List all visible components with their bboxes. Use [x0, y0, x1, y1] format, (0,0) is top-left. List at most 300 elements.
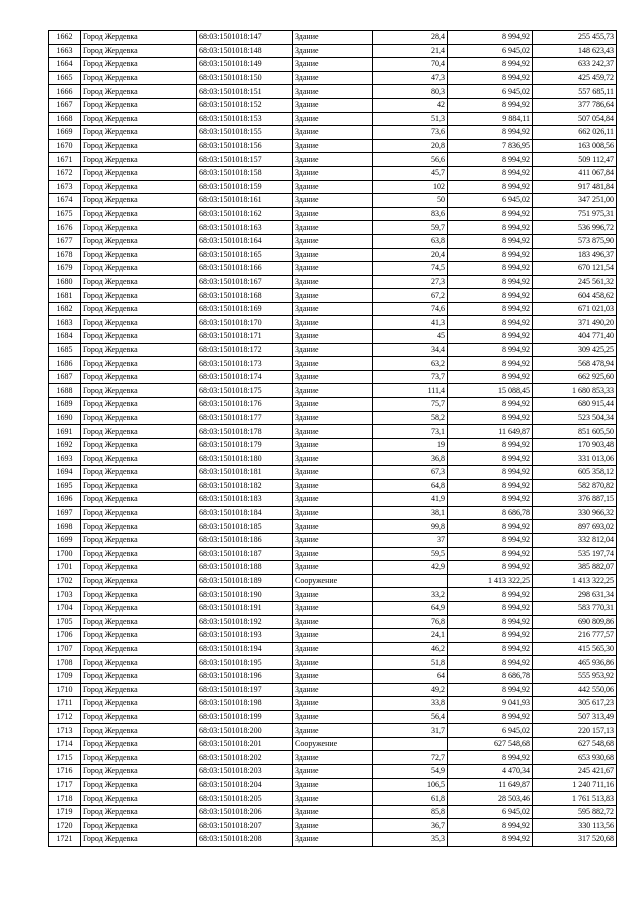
unit-value-cell: 8 994,92: [448, 452, 533, 466]
cadastral-value-cell: 331 013,06: [533, 452, 617, 466]
row-number-cell: 1673: [49, 180, 81, 194]
unit-value-cell: 8 994,92: [448, 262, 533, 276]
area-cell: 33,2: [373, 588, 448, 602]
cadastral-value-cell: 1 680 853,33: [533, 384, 617, 398]
unit-value-cell: 8 994,92: [448, 98, 533, 112]
locality-name-cell: Город Жердевка: [81, 166, 197, 180]
object-type-cell: Здание: [293, 438, 373, 452]
locality-name-cell: Город Жердевка: [81, 112, 197, 126]
locality-name-cell: Город Жердевка: [81, 466, 197, 480]
cadastral-value-cell: 507 313,49: [533, 710, 617, 724]
object-type-cell: Здание: [293, 139, 373, 153]
table-row: [49, 656, 617, 670]
object-type-cell: Здание: [293, 656, 373, 670]
area-cell: 64,8: [373, 479, 448, 493]
table-row: [49, 574, 617, 588]
locality-name-cell: Город Жердевка: [81, 302, 197, 316]
area-cell: 67,2: [373, 289, 448, 303]
locality-name-cell: Город Жердевка: [81, 588, 197, 602]
locality-name-cell: Город Жердевка: [81, 398, 197, 412]
cadastral-value-cell: 163 008,56: [533, 139, 617, 153]
cadastral-value-cell: 148 623,43: [533, 44, 617, 58]
table-row: [49, 221, 617, 235]
locality-name-cell: Город Жердевка: [81, 221, 197, 235]
cadastral-value-cell: 220 157,13: [533, 724, 617, 738]
row-number-cell: 1707: [49, 642, 81, 656]
area-cell: 70,4: [373, 58, 448, 72]
area-cell: 102: [373, 180, 448, 194]
object-type-cell: Здание: [293, 289, 373, 303]
row-number-cell: 1705: [49, 615, 81, 629]
cadastral-number-cell: 68:03:1501018:155: [197, 126, 293, 140]
unit-value-cell: 28 503,46: [448, 792, 533, 806]
row-number-cell: 1706: [49, 629, 81, 643]
locality-name-cell: Город Жердевка: [81, 493, 197, 507]
cadastral-number-cell: 68:03:1501018:177: [197, 411, 293, 425]
locality-name-cell: Город Жердевка: [81, 44, 197, 58]
object-type-cell: Здание: [293, 262, 373, 276]
area-cell: 38,1: [373, 506, 448, 520]
row-number-cell: 1674: [49, 194, 81, 208]
cadastral-value-cell: 535 197,74: [533, 547, 617, 561]
cadastral-value-cell: 255 455,73: [533, 31, 617, 45]
area-cell: 73,7: [373, 370, 448, 384]
locality-name-cell: Город Жердевка: [81, 330, 197, 344]
cadastral-value-cell: 305 617,23: [533, 697, 617, 711]
table-row: [49, 697, 617, 711]
area-cell: 35,3: [373, 833, 448, 847]
row-number-cell: 1721: [49, 833, 81, 847]
object-type-cell: Здание: [293, 71, 373, 85]
locality-name-cell: Город Жердевка: [81, 724, 197, 738]
table-row: [49, 58, 617, 72]
unit-value-cell: 8 994,92: [448, 411, 533, 425]
cadastral-number-cell: 68:03:1501018:163: [197, 221, 293, 235]
area-cell: 73,6: [373, 126, 448, 140]
cadastral-number-cell: 68:03:1501018:170: [197, 316, 293, 330]
object-type-cell: Здание: [293, 561, 373, 575]
object-type-cell: Здание: [293, 126, 373, 140]
table-row: [49, 533, 617, 547]
locality-name-cell: Город Жердевка: [81, 520, 197, 534]
cadastral-number-cell: 68:03:1501018:166: [197, 262, 293, 276]
area-cell: 19: [373, 438, 448, 452]
row-number-cell: 1696: [49, 493, 81, 507]
cadastral-value-cell: 245 561,32: [533, 275, 617, 289]
unit-value-cell: 8 994,92: [448, 533, 533, 547]
cadastral-value-cell: 851 605,50: [533, 425, 617, 439]
object-type-cell: Здание: [293, 316, 373, 330]
table-row: [49, 819, 617, 833]
locality-name-cell: Город Жердевка: [81, 357, 197, 371]
area-cell: 61,8: [373, 792, 448, 806]
locality-name-cell: Город Жердевка: [81, 615, 197, 629]
object-type-cell: Здание: [293, 601, 373, 615]
area-cell: 20,4: [373, 248, 448, 262]
table-row: [49, 357, 617, 371]
locality-name-cell: Город Жердевка: [81, 697, 197, 711]
area-cell: 56,4: [373, 710, 448, 724]
object-type-cell: Здание: [293, 194, 373, 208]
area-cell: 50: [373, 194, 448, 208]
locality-name-cell: Город Жердевка: [81, 819, 197, 833]
cadastral-value-cell: 332 812,04: [533, 533, 617, 547]
unit-value-cell: 8 994,92: [448, 289, 533, 303]
cadastral-number-cell: 68:03:1501018:151: [197, 85, 293, 99]
cadastral-number-cell: 68:03:1501018:169: [197, 302, 293, 316]
row-number-cell: 1690: [49, 411, 81, 425]
cadastral-value-cell: 376 887,15: [533, 493, 617, 507]
area-cell: 49,2: [373, 683, 448, 697]
row-number-cell: 1699: [49, 533, 81, 547]
cadastral-number-cell: 68:03:1501018:178: [197, 425, 293, 439]
area-cell: 106,5: [373, 778, 448, 792]
cadastral-value-cell: 680 915,44: [533, 398, 617, 412]
unit-value-cell: 8 994,92: [448, 438, 533, 452]
row-number-cell: 1710: [49, 683, 81, 697]
table-row: [49, 466, 617, 480]
cadastral-value-cell: 671 021,03: [533, 302, 617, 316]
object-type-cell: Здание: [293, 479, 373, 493]
object-type-cell: Здание: [293, 44, 373, 58]
table-row: [49, 398, 617, 412]
row-number-cell: 1680: [49, 275, 81, 289]
cadastral-number-cell: 68:03:1501018:195: [197, 656, 293, 670]
row-number-cell: 1681: [49, 289, 81, 303]
object-type-cell: Здание: [293, 452, 373, 466]
locality-name-cell: Город Жердевка: [81, 833, 197, 847]
cadastral-value-cell: 509 112,47: [533, 153, 617, 167]
locality-name-cell: Город Жердевка: [81, 126, 197, 140]
cadastral-value-cell: 653 930,68: [533, 751, 617, 765]
unit-value-cell: 8 994,92: [448, 493, 533, 507]
area-cell: 28,4: [373, 31, 448, 45]
area-cell: 41,3: [373, 316, 448, 330]
row-number-cell: 1679: [49, 262, 81, 276]
unit-value-cell: 627 548,68: [448, 737, 533, 751]
cadastral-value-cell: 1 761 513,83: [533, 792, 617, 806]
unit-value-cell: 8 994,92: [448, 207, 533, 221]
locality-name-cell: Город Жердевка: [81, 452, 197, 466]
cadastral-value-cell: 662 026,11: [533, 126, 617, 140]
area-cell: 111,4: [373, 384, 448, 398]
table-row: [49, 302, 617, 316]
object-type-cell: Здание: [293, 357, 373, 371]
area-cell: 20,8: [373, 139, 448, 153]
area-cell: 64: [373, 669, 448, 683]
object-type-cell: Здание: [293, 370, 373, 384]
table-row: [49, 561, 617, 575]
object-type-cell: Здание: [293, 330, 373, 344]
object-type-cell: Здание: [293, 833, 373, 847]
row-number-cell: 1715: [49, 751, 81, 765]
locality-name-cell: Город Жердевка: [81, 343, 197, 357]
unit-value-cell: 8 994,92: [448, 466, 533, 480]
cadastral-number-cell: 68:03:1501018:152: [197, 98, 293, 112]
row-number-cell: 1677: [49, 234, 81, 248]
area-cell: 74,6: [373, 302, 448, 316]
row-number-cell: 1695: [49, 479, 81, 493]
table-row: [49, 207, 617, 221]
area-cell: 73,1: [373, 425, 448, 439]
table-row: [49, 710, 617, 724]
cadastral-number-cell: 68:03:1501018:188: [197, 561, 293, 575]
cadastral-number-cell: 68:03:1501018:207: [197, 819, 293, 833]
object-type-cell: Здание: [293, 493, 373, 507]
object-type-cell: Здание: [293, 98, 373, 112]
object-type-cell: Здание: [293, 819, 373, 833]
row-number-cell: 1708: [49, 656, 81, 670]
unit-value-cell: 6 945,02: [448, 724, 533, 738]
cadastral-number-cell: 68:03:1501018:201: [197, 737, 293, 751]
cadastral-value-cell: 411 067,84: [533, 166, 617, 180]
locality-name-cell: Город Жердевка: [81, 710, 197, 724]
unit-value-cell: 8 994,92: [448, 656, 533, 670]
object-type-cell: Здание: [293, 112, 373, 126]
area-cell: 99,8: [373, 520, 448, 534]
locality-name-cell: Город Жердевка: [81, 506, 197, 520]
unit-value-cell: 8 994,92: [448, 166, 533, 180]
locality-name-cell: Город Жердевка: [81, 85, 197, 99]
row-number-cell: 1704: [49, 601, 81, 615]
table-row: [49, 629, 617, 643]
locality-name-cell: Город Жердевка: [81, 792, 197, 806]
cadastral-number-cell: 68:03:1501018:173: [197, 357, 293, 371]
area-cell: 33,8: [373, 697, 448, 711]
row-number-cell: 1692: [49, 438, 81, 452]
object-type-cell: Здание: [293, 248, 373, 262]
locality-name-cell: Город Жердевка: [81, 384, 197, 398]
locality-name-cell: Город Жердевка: [81, 669, 197, 683]
object-type-cell: Здание: [293, 669, 373, 683]
area-cell: 58,2: [373, 411, 448, 425]
table-row: [49, 452, 617, 466]
table-row: [49, 547, 617, 561]
cadastral-value-cell: 465 936,86: [533, 656, 617, 670]
cadastral-number-cell: 68:03:1501018:196: [197, 669, 293, 683]
locality-name-cell: Город Жердевка: [81, 765, 197, 779]
cadastral-value-table: [48, 30, 617, 847]
object-type-cell: Здание: [293, 31, 373, 45]
cadastral-value-cell: 751 975,31: [533, 207, 617, 221]
cadastral-number-cell: 68:03:1501018:148: [197, 44, 293, 58]
unit-value-cell: 8 994,92: [448, 330, 533, 344]
unit-value-cell: 8 994,92: [448, 615, 533, 629]
cadastral-number-cell: 68:03:1501018:189: [197, 574, 293, 588]
object-type-cell: Здание: [293, 275, 373, 289]
table-row: [49, 31, 617, 45]
unit-value-cell: 8 994,92: [448, 629, 533, 643]
area-cell: 59,7: [373, 221, 448, 235]
area-cell: 36,7: [373, 819, 448, 833]
table-row: [49, 737, 617, 751]
row-number-cell: 1693: [49, 452, 81, 466]
row-number-cell: 1678: [49, 248, 81, 262]
area-cell: 80,3: [373, 85, 448, 99]
cadastral-value-cell: 523 504,34: [533, 411, 617, 425]
area-cell: 41,9: [373, 493, 448, 507]
unit-value-cell: 15 088,45: [448, 384, 533, 398]
table-row: [49, 330, 617, 344]
row-number-cell: 1686: [49, 357, 81, 371]
locality-name-cell: Город Жердевка: [81, 234, 197, 248]
row-number-cell: 1664: [49, 58, 81, 72]
area-cell: 63,2: [373, 357, 448, 371]
locality-name-cell: Город Жердевка: [81, 737, 197, 751]
object-type-cell: Здание: [293, 398, 373, 412]
cadastral-number-cell: 68:03:1501018:184: [197, 506, 293, 520]
area-cell: 46,2: [373, 642, 448, 656]
table-row: [49, 234, 617, 248]
locality-name-cell: Город Жердевка: [81, 370, 197, 384]
unit-value-cell: 8 994,92: [448, 398, 533, 412]
cadastral-number-cell: 68:03:1501018:183: [197, 493, 293, 507]
unit-value-cell: 8 994,92: [448, 547, 533, 561]
locality-name-cell: Город Жердевка: [81, 438, 197, 452]
cadastral-number-cell: 68:03:1501018:157: [197, 153, 293, 167]
row-number-cell: 1712: [49, 710, 81, 724]
area-cell: 21,4: [373, 44, 448, 58]
object-type-cell: Сооружение: [293, 574, 373, 588]
locality-name-cell: Город Жердевка: [81, 547, 197, 561]
table-row: [49, 425, 617, 439]
table-row: [49, 85, 617, 99]
locality-name-cell: Город Жердевка: [81, 316, 197, 330]
locality-name-cell: Город Жердевка: [81, 207, 197, 221]
cadastral-value-cell: 573 875,90: [533, 234, 617, 248]
locality-name-cell: Город Жердевка: [81, 629, 197, 643]
cadastral-number-cell: 68:03:1501018:179: [197, 438, 293, 452]
unit-value-cell: 8 994,92: [448, 357, 533, 371]
unit-value-cell: 8 994,92: [448, 370, 533, 384]
unit-value-cell: 8 994,92: [448, 31, 533, 45]
cadastral-value-cell: 536 996,72: [533, 221, 617, 235]
object-type-cell: Здание: [293, 629, 373, 643]
cadastral-number-cell: 68:03:1501018:205: [197, 792, 293, 806]
row-number-cell: 1668: [49, 112, 81, 126]
cadastral-value-cell: 415 565,30: [533, 642, 617, 656]
object-type-cell: Здание: [293, 710, 373, 724]
locality-name-cell: Город Жердевка: [81, 751, 197, 765]
unit-value-cell: 11 649,87: [448, 425, 533, 439]
table-row: [49, 384, 617, 398]
cadastral-value-cell: 662 925,60: [533, 370, 617, 384]
row-number-cell: 1667: [49, 98, 81, 112]
area-cell: [373, 574, 448, 588]
cadastral-number-cell: 68:03:1501018:175: [197, 384, 293, 398]
unit-value-cell: 8 994,92: [448, 819, 533, 833]
row-number-cell: 1703: [49, 588, 81, 602]
table-row: [49, 615, 617, 629]
cadastral-number-cell: 68:03:1501018:191: [197, 601, 293, 615]
cadastral-value-cell: 404 771,40: [533, 330, 617, 344]
cadastral-value-cell: 582 870,82: [533, 479, 617, 493]
cadastral-number-cell: 68:03:1501018:174: [197, 370, 293, 384]
area-cell: 27,3: [373, 275, 448, 289]
cadastral-number-cell: 68:03:1501018:192: [197, 615, 293, 629]
row-number-cell: 1691: [49, 425, 81, 439]
unit-value-cell: 8 994,92: [448, 275, 533, 289]
cadastral-number-cell: 68:03:1501018:194: [197, 642, 293, 656]
table-row: [49, 520, 617, 534]
area-cell: 47,3: [373, 71, 448, 85]
unit-value-cell: 8 994,92: [448, 126, 533, 140]
locality-name-cell: Город Жердевка: [81, 180, 197, 194]
cadastral-value-cell: 425 459,72: [533, 71, 617, 85]
area-cell: 45: [373, 330, 448, 344]
row-number-cell: 1682: [49, 302, 81, 316]
area-cell: 75,7: [373, 398, 448, 412]
table-row: [49, 724, 617, 738]
table-row: [49, 166, 617, 180]
cadastral-value-cell: 627 548,68: [533, 737, 617, 751]
cadastral-number-cell: 68:03:1501018:153: [197, 112, 293, 126]
table-row: [49, 792, 617, 806]
unit-value-cell: 8 686,78: [448, 506, 533, 520]
cadastral-number-cell: 68:03:1501018:199: [197, 710, 293, 724]
row-number-cell: 1685: [49, 343, 81, 357]
table-row: [49, 262, 617, 276]
table-row: [49, 506, 617, 520]
locality-name-cell: Город Жердевка: [81, 262, 197, 276]
locality-name-cell: Город Жердевка: [81, 533, 197, 547]
row-number-cell: 1687: [49, 370, 81, 384]
table-row: [49, 669, 617, 683]
locality-name-cell: Город Жердевка: [81, 642, 197, 656]
cadastral-value-cell: 670 121,54: [533, 262, 617, 276]
row-number-cell: 1688: [49, 384, 81, 398]
object-type-cell: Здание: [293, 343, 373, 357]
locality-name-cell: Город Жердевка: [81, 805, 197, 819]
table-body: [49, 31, 617, 847]
cadastral-number-cell: 68:03:1501018:193: [197, 629, 293, 643]
unit-value-cell: 9 041,93: [448, 697, 533, 711]
table-row: [49, 180, 617, 194]
cadastral-number-cell: 68:03:1501018:190: [197, 588, 293, 602]
unit-value-cell: 8 994,92: [448, 234, 533, 248]
row-number-cell: 1689: [49, 398, 81, 412]
cadastral-number-cell: 68:03:1501018:202: [197, 751, 293, 765]
area-cell: 56,6: [373, 153, 448, 167]
object-type-cell: Здание: [293, 805, 373, 819]
object-type-cell: Здание: [293, 765, 373, 779]
object-type-cell: Сооружение: [293, 737, 373, 751]
table-row: [49, 588, 617, 602]
object-type-cell: Здание: [293, 642, 373, 656]
table-row: [49, 411, 617, 425]
unit-value-cell: 8 994,92: [448, 180, 533, 194]
cadastral-value-cell: 583 770,31: [533, 601, 617, 615]
cadastral-number-cell: 68:03:1501018:159: [197, 180, 293, 194]
unit-value-cell: 8 994,92: [448, 520, 533, 534]
unit-value-cell: 8 994,92: [448, 316, 533, 330]
object-type-cell: Здание: [293, 302, 373, 316]
cadastral-number-cell: 68:03:1501018:208: [197, 833, 293, 847]
table-row: [49, 765, 617, 779]
locality-name-cell: Город Жердевка: [81, 275, 197, 289]
cadastral-number-cell: 68:03:1501018:180: [197, 452, 293, 466]
table-row: [49, 493, 617, 507]
table-row: [49, 370, 617, 384]
cadastral-number-cell: 68:03:1501018:164: [197, 234, 293, 248]
area-cell: 37: [373, 533, 448, 547]
cadastral-number-cell: 68:03:1501018:149: [197, 58, 293, 72]
cadastral-value-cell: 170 903,48: [533, 438, 617, 452]
locality-name-cell: Город Жердевка: [81, 31, 197, 45]
area-cell: 42: [373, 98, 448, 112]
cadastral-number-cell: 68:03:1501018:156: [197, 139, 293, 153]
cadastral-value-cell: 568 478,94: [533, 357, 617, 371]
